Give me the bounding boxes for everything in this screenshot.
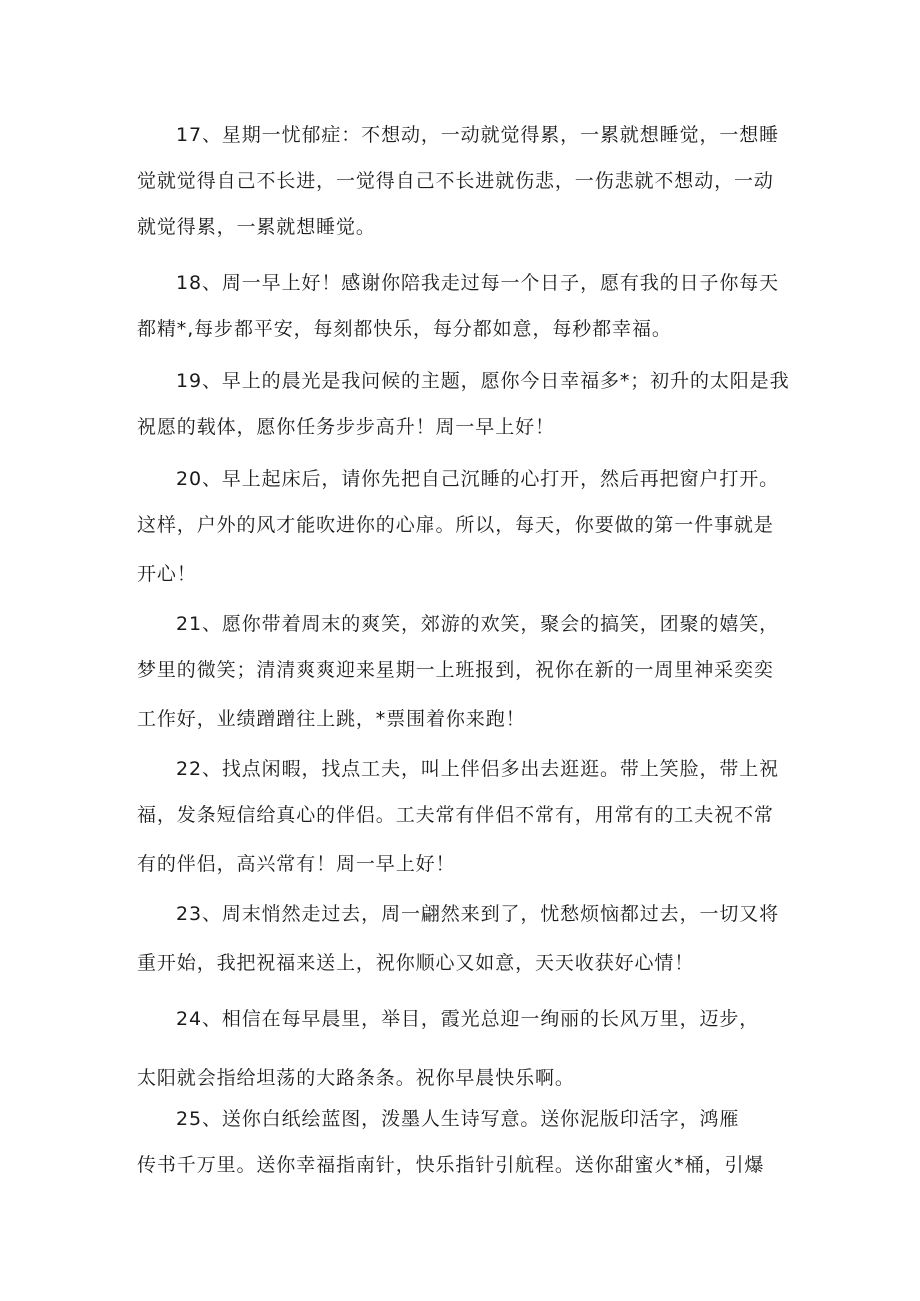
text-line: 觉就觉得自己不长进，一觉得自己不长进就伤悲，一伤悲就不想动，一动 — [137, 170, 774, 192]
text-line: 传书千万里。送你幸福指南针，快乐指针引航程。送你甜蜜火*桶，引爆 — [137, 1154, 765, 1176]
text-line: 这样，户外的风才能吹进你的心扉。所以，每天，你要做的第一件事就是 — [137, 514, 774, 536]
text-line: 祝愿的载体，愿你任务步步高升！周一早上好！ — [137, 416, 555, 438]
text-line: 开心！ — [137, 563, 197, 585]
text-line: 22、找点闲暇，找点工夫，叫上伴侣多出去逛逛。带上笑脸，带上祝 — [176, 758, 780, 780]
text-line: 福，发条短信给真心的伴侣。工夫常有伴侣不常有，用常有的工夫祝不常 — [137, 804, 774, 826]
text-line: 18、周一早上好！感谢你陪我走过每一个日子，愿有我的日子你每天 — [176, 272, 780, 294]
text-line: 20、早上起床后，请你先把自己沉睡的心打开，然后再把窗户打开。 — [176, 468, 780, 490]
text-line: 就觉得累，一累就想睡觉。 — [137, 216, 376, 238]
text-line: 梦里的微笑；清清爽爽迎来星期一上班报到，祝你在新的一周里神采奕奕 — [137, 659, 774, 681]
text-line: 19、早上的晨光是我问候的主题，愿你今日幸福多*；初升的太阳是我 — [176, 370, 790, 392]
text-line: 24、相信在每早晨里，举目，霞光总迎一绚丽的长风万里，迈步， — [176, 1008, 760, 1030]
text-line: 23、周末悄然走过去，周一翩然来到了，忧愁烦恼都过去，一切又将 — [176, 903, 780, 925]
text-line: 重开始，我把祝福来送上，祝你顺心又如意，天天收获好心情！ — [137, 952, 695, 974]
text-line: 都精*,每步都平安，每刻都快乐，每分都如意，每秒都幸福。 — [137, 318, 672, 340]
text-line: 工作好，业绩蹭蹭往上跳，*票围着你来跑！ — [137, 708, 526, 730]
text-line: 25、送你白纸绘蓝图，泼墨人生诗写意。送你泥版印活字，鸿雁 — [176, 1108, 740, 1130]
text-line: 有的伴侣，高兴常有！周一早上好！ — [137, 853, 456, 875]
text-line: 17、星期一忧郁症：不想动，一动就觉得累，一累就想睡觉，一想睡 — [176, 124, 780, 146]
text-line: 太阳就会指给坦荡的大路条条。祝你早晨快乐啊。 — [137, 1067, 575, 1089]
text-line: 21、愿你带着周末的爽笑，郊游的欢笑，聚会的搞笑，团聚的嬉笑， — [176, 613, 780, 635]
